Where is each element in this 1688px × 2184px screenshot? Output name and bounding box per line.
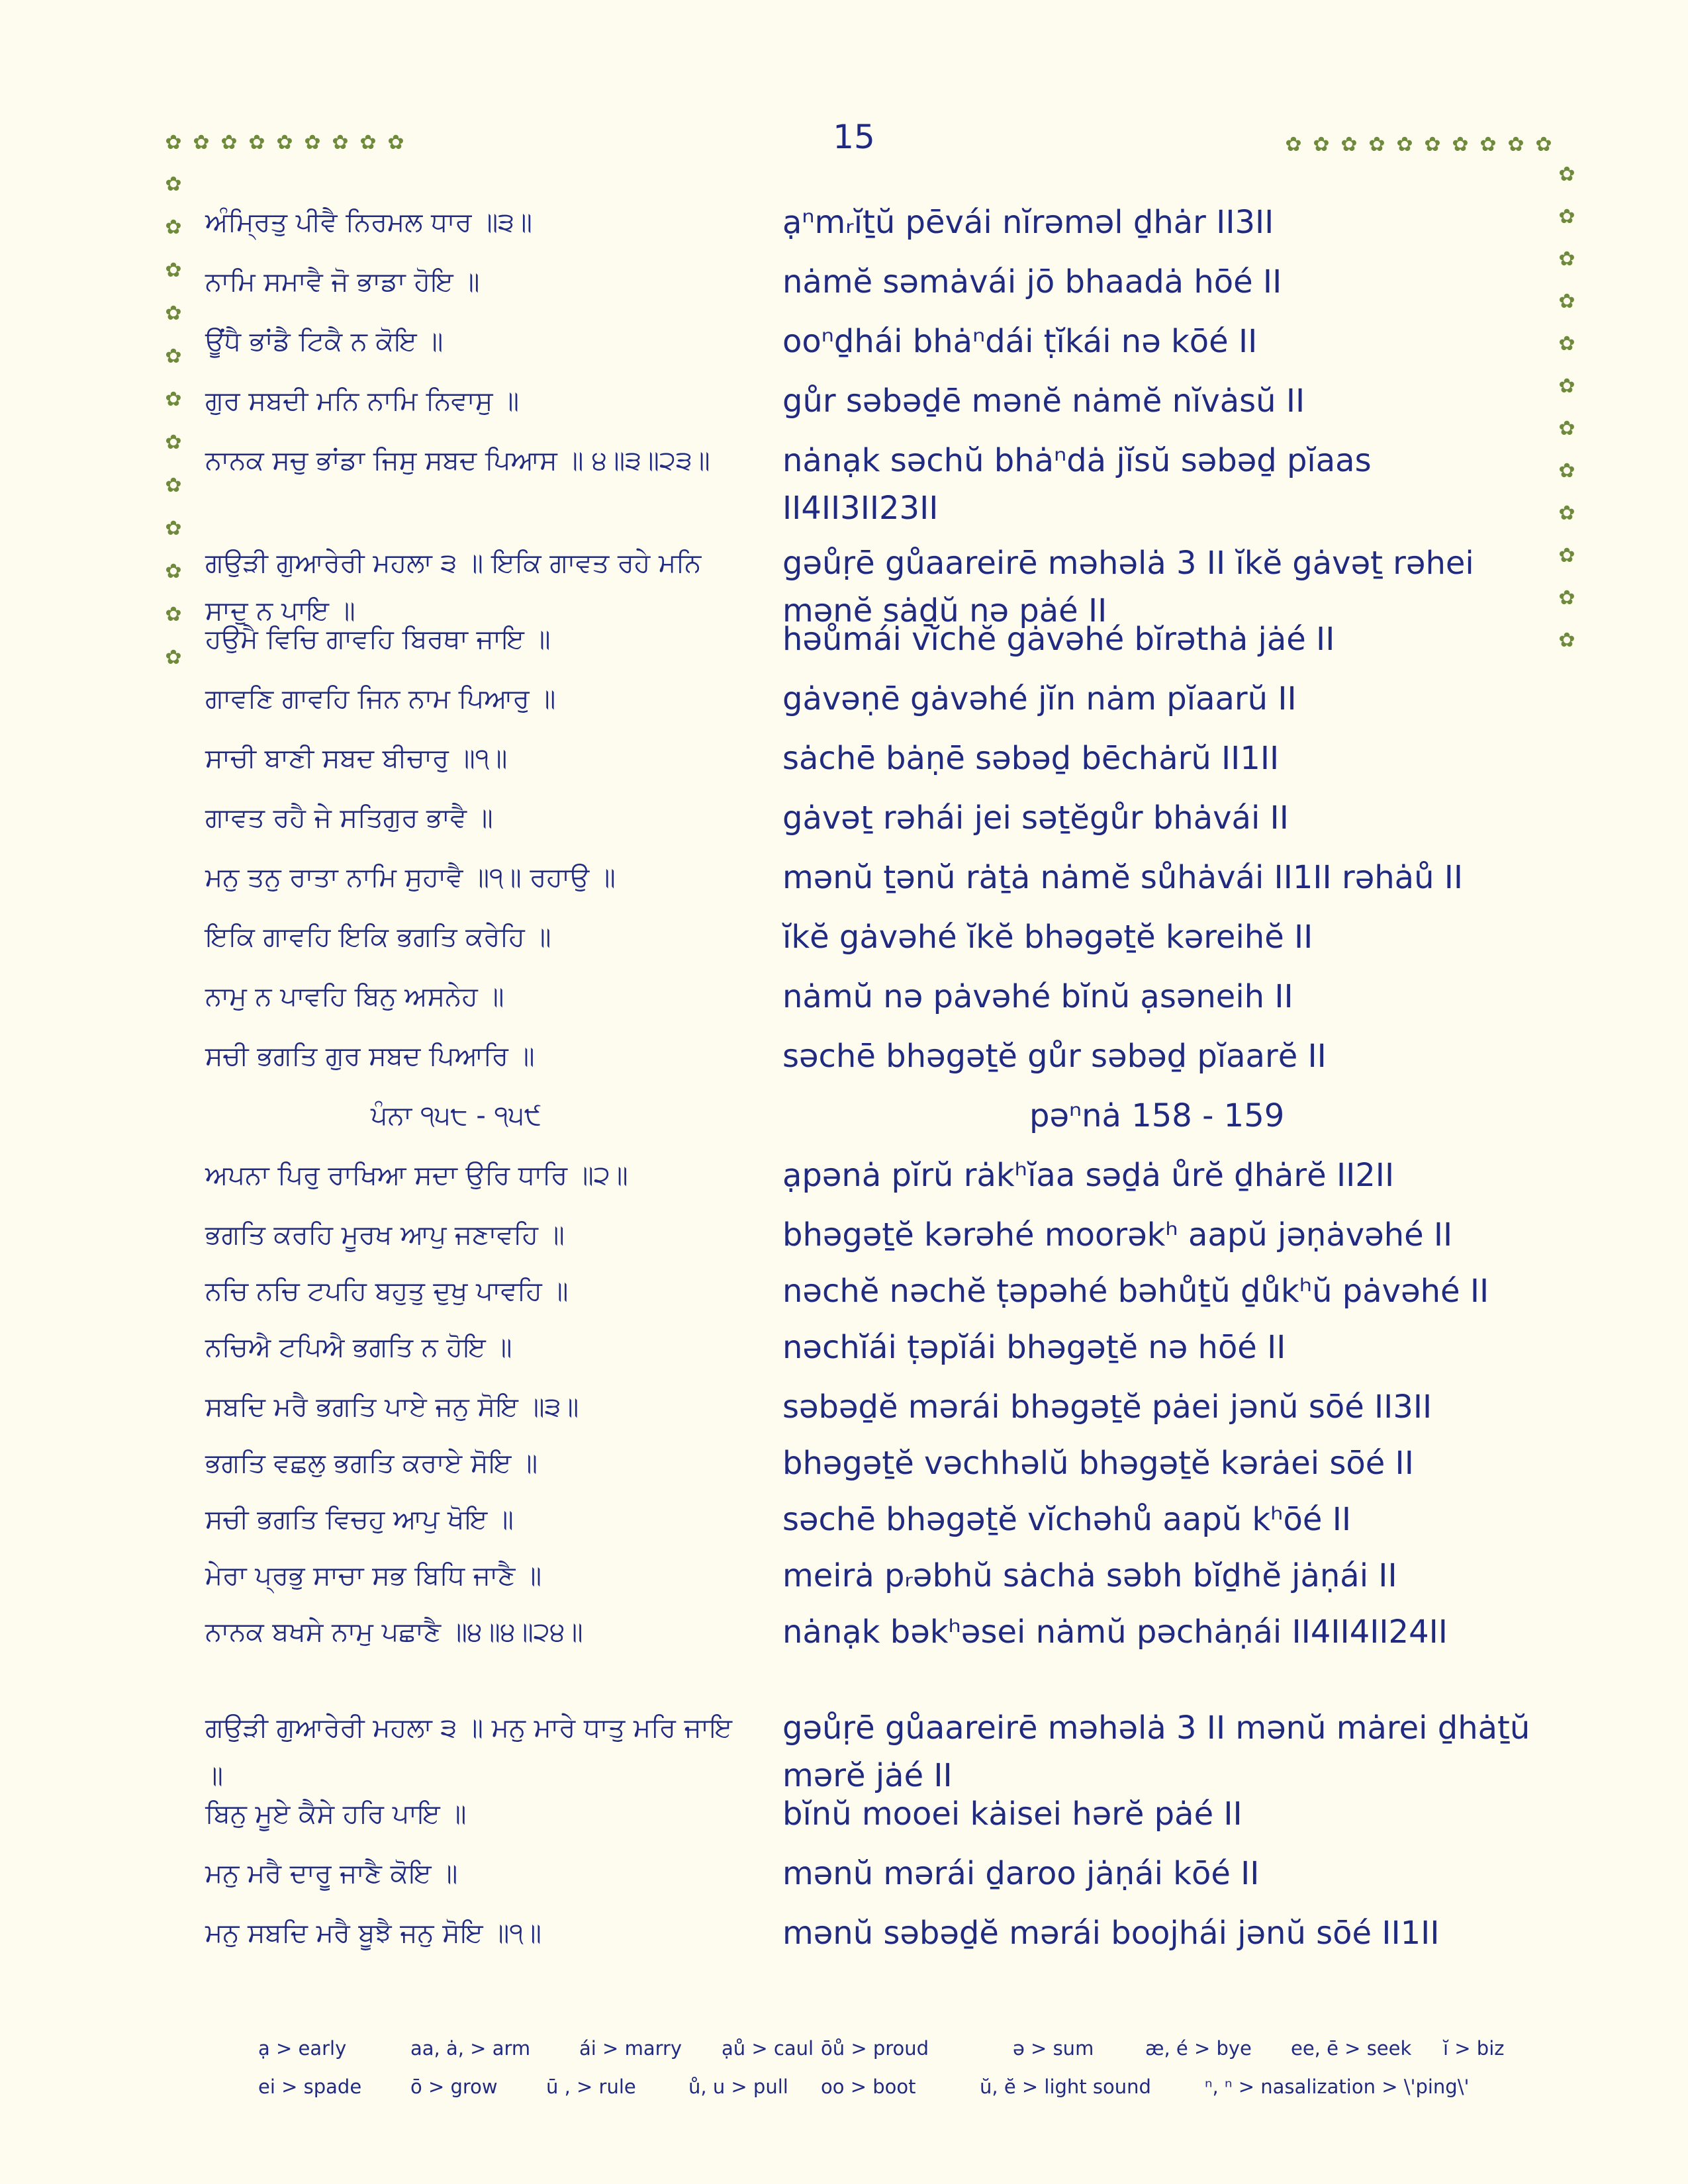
flower-ornament-icon: ✿: [1558, 629, 1575, 652]
gurmukhi-text: ਅੰਮ੍ਰਿਤੁ ਪੀਵੈ ਨਿਰਮਲ ਧਾਰ ॥੩॥: [205, 207, 533, 238]
legend-item: ō > grow: [410, 2075, 498, 2098]
gurmukhi-text: ਨਾਮੁ ਨ ਪਾਵਹਿ ਬਿਨੁ ਅਸਨੇਹ ॥: [205, 981, 504, 1012]
gurmukhi-text: ਗਾਵਤ ਰਹੈ ਜੇ ਸਤਿਗੁਰ ਭਾਵੈ ॥: [205, 803, 493, 833]
flower-ornament-icon: ✿: [248, 131, 265, 154]
flower-ornament-icon: ✿: [165, 345, 182, 368]
flower-ornament-icon: ✿: [1340, 133, 1358, 156]
legend-item: ŭ, ĕ > light sound: [980, 2075, 1151, 2098]
flower-ornament-icon: ✿: [1507, 133, 1524, 156]
legend-row: [258, 2070, 1516, 2103]
flower-ornament-icon: ✿: [165, 474, 182, 497]
transliteration-text: nəchĭái ṭəpĭái bhəgəṯĕ nə hōé II: [782, 1329, 1286, 1366]
transliteration-text: nəchĕ nəchĕ ṭəpəhé bəhůṯŭ ḏůkʰŭ pȧvəhé II: [782, 1273, 1489, 1310]
transliteration-text: gəůṛē gůaareirē məhəlȧ 3 II ĭkĕ gȧvəṯ rəhei mənĕ sȧḏŭ nə pȧé II: [782, 545, 1474, 629]
legend-row: [258, 2032, 1516, 2065]
gurmukhi-text: ਮੇਰਾ ਪ੍ਰਭੁ ਸਾਚਾ ਸਭ ਬਿਧਿ ਜਾਣੈ ॥: [205, 1561, 542, 1591]
gurmukhi-text: ਹਉਮੈ ਵਿਚਿ ਗਾਵਹਿ ਬਿਰਥਾ ਜਾਇ ॥: [205, 624, 551, 655]
legend-item: ů, u > pull: [688, 2075, 788, 2098]
legend-item: ạ > early: [258, 2037, 347, 2060]
gurmukhi-text: ਸਚੀ ਭਗਤਿ ਵਿਚਹੁ ਆਪੁ ਖੋਇ ॥: [205, 1504, 514, 1535]
legend-item: ōů > proud: [821, 2037, 929, 2060]
gurmukhi-text: ਊਂਧੈ ਭਾਂਡੈ ਟਿਕੈ ਨ ਕੋਇ ॥: [205, 326, 444, 357]
flower-ornament-icon: ✿: [165, 603, 182, 626]
transliteration-text: bĭnŭ mooei kȧisei hərĕ pȧé II: [782, 1796, 1243, 1833]
transliteration-text: səbəḏĕ mərái bhəgəṯĕ pȧei jənŭ sōé II3II: [782, 1388, 1432, 1426]
flower-ornament-icon: ✿: [1558, 502, 1575, 525]
legend-item: æ, é > bye: [1145, 2037, 1252, 2060]
transliteration-text: pəⁿnȧ 158 - 159: [1029, 1097, 1285, 1134]
flower-ornament-icon: ✿: [165, 517, 182, 540]
legend-item: oo > boot: [821, 2075, 916, 2098]
flower-ornament-icon: ✿: [1558, 163, 1575, 186]
gurmukhi-text: ਨਾਮਿ ਸਮਾਵੈ ਜੋ ਭਾਡਾ ਹੋਇ ॥: [205, 267, 480, 297]
gurmukhi-text: ਅਪਨਾ ਪਿਰੁ ਰਾਖਿਆ ਸਦਾ ਉਰਿ ਧਾਰਿ ॥੨॥: [205, 1160, 628, 1191]
legend-item: ei > spade: [258, 2075, 362, 2098]
flower-ornament-icon: ✿: [1558, 290, 1575, 313]
gurmukhi-text: ਇਕਿ ਗਾਵਹਿ ਇਕਿ ਭਗਤਿ ਕਰੇਹਿ ॥: [205, 922, 551, 952]
gurmukhi-text: ਗਉੜੀ ਗੁਆਰੇਰੀ ਮਹਲਾ ੩ ॥ ਇਕਿ ਗਾਵਤ ਰਹੇ ਮਨਿ ਸਾਦੁ ਨ ਪਾਇ ॥: [205, 548, 702, 626]
flower-ornament-icon: ✿: [220, 131, 238, 154]
legend-item: ee, ē > seek: [1291, 2037, 1412, 2060]
transliteration-text: gȧvəṇē gȧvəhé jĭn nȧm pĭaarŭ II: [782, 680, 1297, 717]
flower-ornament-icon: ✿: [304, 131, 321, 154]
transliteration-text: gȧvəṯ rəhái jei səṯĕgůr bhȧvái II: [782, 799, 1289, 837]
flower-ornament-icon: ✿: [1424, 133, 1441, 156]
legend-item: ⁿ, ⁿ > nasalization > \'ping\': [1205, 2075, 1470, 2098]
gurmukhi-text: ਨਾਨਕ ਬਖਸੇ ਨਾਮੁ ਪਛਾਣੈ ॥੪॥੪॥੨੪॥: [205, 1617, 583, 1647]
gurmukhi-text: ਗੁਰ ਸਬਦੀ ਮਨਿ ਨਾਮਿ ਨਿਵਾਸੁ ॥: [205, 386, 520, 416]
flower-ornament-icon: ✿: [165, 216, 182, 239]
gurmukhi-text: ਮਨੁ ਸਬਦਿ ਮਰੈ ਬੂਝੈ ਜਨੁ ਸੋਇ ॥੧॥: [205, 1918, 541, 1948]
flower-ornament-icon: ✿: [1285, 133, 1302, 156]
gurmukhi-text: ਸਚੀ ਭਗਤਿ ਗੁਰ ਸਬਦ ਪਿਆਰਿ ॥: [205, 1041, 535, 1071]
flower-ornament-icon: ✿: [1535, 133, 1552, 156]
flower-ornament-icon: ✿: [1452, 133, 1469, 156]
transliteration-text: bhəgəṯĕ vəchhəlŭ bhəgəṯĕ kərȧei sōé II: [782, 1445, 1414, 1482]
flower-ornament-icon: ✿: [165, 646, 182, 669]
gurmukhi-text: ਨਾਨਕ ਸਚੁ ਭਾਂਡਾ ਜਿਸੁ ਸਬਦ ਪਿਆਸ ॥ ੪॥੩॥੨੩॥: [205, 445, 710, 476]
transliteration-text: sȧchē bȧṇē səbəḏ bēchȧrŭ II1II: [782, 740, 1280, 777]
flower-ornament-icon: ✿: [1558, 375, 1575, 398]
flower-ornament-icon: ✿: [1558, 544, 1575, 567]
flower-ornament-icon: ✿: [276, 131, 293, 154]
transliteration-text: bhəgəṯĕ kərəhé moorəkʰ aapŭ jəṇȧvəhé II: [782, 1216, 1453, 1253]
transliteration-text: nȧnạk səchŭ bhȧⁿdȧ jĭsŭ səbəḏ pĭaas II4II3II23II: [782, 442, 1372, 527]
flower-ornament-icon: ✿: [165, 259, 182, 282]
gurmukhi-text: ਸਬਦਿ ਮਰੈ ਭਗਤਿ ਪਾਏ ਜਨੁ ਸੋਇ ॥੩॥: [205, 1392, 579, 1422]
flower-ornament-icon: ✿: [1558, 248, 1575, 271]
transliteration-text: meirȧ pᵣəbhŭ sȧchȧ səbh bĭḏhĕ jȧṇái II: [782, 1557, 1397, 1594]
gurmukhi-text: ਸਾਚੀ ਬਾਣੀ ਸਬਦ ਬੀਚਾਰੁ ॥੧॥: [205, 743, 508, 774]
gurmukhi-text: ਪੰਨਾ ੧੫੮ - ੧੫੯: [371, 1101, 542, 1131]
legend-item: aa, ȧ, > arm: [410, 2037, 531, 2060]
transliteration-text: mənŭ ṯənŭ rȧṯȧ nȧmĕ sůhȧvái II1II rəhȧů II: [782, 859, 1464, 896]
flower-ornament-icon: ✿: [359, 131, 377, 154]
flower-ornament-icon: ✿: [165, 560, 182, 583]
transliteration-text: ạpənȧ pĭrŭ rȧkʰĭaa səḏȧ ůrĕ ḏhȧrĕ II2II: [782, 1157, 1395, 1194]
flower-ornament-icon: ✿: [165, 388, 182, 411]
transliteration-text: nȧmĕ səmȧvái jō bhaadȧ hōé II: [782, 263, 1282, 300]
flower-ornament-icon: ✿: [165, 173, 182, 196]
flower-ornament-icon: ✿: [165, 302, 182, 325]
legend-item: ū , > rule: [546, 2075, 636, 2098]
gurmukhi-text: ਗਉੜੀ ਗੁਆਰੇਰੀ ਮਹਲਾ ੩ ॥ ਮਨੁ ਮਾਰੇ ਧਾਤੁ ਮਰਿ ਜਾਇ ॥: [205, 1713, 732, 1791]
transliteration-text: ạⁿmᵣĭṯŭ pēvái nĭrəməl ḏhȧr II3II: [782, 204, 1274, 241]
flower-ornament-icon: ✿: [1396, 133, 1413, 156]
gurmukhi-text: ਮਨੁ ਤਨੁ ਰਾਤਾ ਨਾਮਿ ਸੁਹਾਵੈ ॥੧॥ ਰਹਾਉ ॥: [205, 862, 616, 893]
transliteration-text: ooⁿḏhái bhȧⁿdái ṭĭkái nə kōé II: [782, 323, 1258, 360]
flower-ornament-icon: ✿: [387, 131, 404, 154]
flower-ornament-icon: ✿: [332, 131, 349, 154]
transliteration-text: nȧnạk bəkʰəsei nȧmŭ pəchȧṇái II4II4II24II: [782, 1614, 1448, 1651]
gurmukhi-text: ਨਚਿ ਨਚਿ ਟਪਹਿ ਬਹੁਤੁ ਦੁਖੁ ਪਾਵਹਿ ॥: [205, 1276, 569, 1306]
flower-ornament-icon: ✿: [1558, 586, 1575, 610]
flower-ornament-icon: ✿: [1558, 417, 1575, 440]
flower-ornament-icon: ✿: [165, 131, 182, 154]
gurmukhi-text: ਭਗਤਿ ਵਛਲੁ ਭਗਤਿ ਕਰਾਏ ਸੋਇ ॥: [205, 1448, 538, 1479]
legend-item: ạů > caul: [722, 2037, 814, 2060]
flower-ornament-icon: ✿: [1368, 133, 1385, 156]
flower-ornament-icon: ✿: [1558, 205, 1575, 228]
flower-ornament-icon: ✿: [1558, 332, 1575, 355]
gurmukhi-text: ਗਾਵਣਿ ਗਾਵਹਿ ਜਿਨ ਨਾਮ ਪਿਆਰੁ ॥: [205, 684, 556, 714]
legend-item: ə > sum: [1013, 2037, 1094, 2060]
gurmukhi-text: ਮਨੁ ਮਰੈ ਦਾਰੂ ਜਾਣੈ ਕੋਇ ॥: [205, 1858, 458, 1889]
transliteration-text: gəůṛē gůaareirē məhəlȧ 3 II mənŭ mȧrei ḏhȧṯŭ mərĕ jȧé II: [782, 1709, 1530, 1794]
gurmukhi-text: ਬਿਨੁ ਮੂਏ ਕੈਸੇ ਹਰਿ ਪਾਇ ॥: [205, 1799, 467, 1829]
transliteration-text: mənŭ səbəḏĕ mərái boojhái jənŭ sōé II1II: [782, 1915, 1440, 1952]
flower-ornament-icon: ✿: [1558, 459, 1575, 482]
flower-ornament-icon: ✿: [165, 431, 182, 454]
flower-ornament-icon: ✿: [1313, 133, 1330, 156]
transliteration-text: həůmái vĭchĕ gȧvəhé bĭrəthȧ jȧé II: [782, 621, 1335, 658]
gurmukhi-text: ਨਚਿਐ ਟਪਿਐ ਭਗਤਿ ਨ ਹੋਇ ॥: [205, 1332, 512, 1363]
gurmukhi-text: ਭਗਤਿ ਕਰਹਿ ਮੂਰਖ ਆਪੁ ਜਣਾਵਹਿ ॥: [205, 1220, 565, 1250]
legend-item: ái > marry: [579, 2037, 682, 2060]
transliteration-text: nȧmŭ nə pȧvəhé bĭnŭ ạsəneih II: [782, 978, 1293, 1015]
flower-ornament-icon: ✿: [1479, 133, 1497, 156]
page-number: 15: [833, 118, 875, 156]
transliteration-text: səchē bhəgəṯĕ gůr səbəḏ pĭaarĕ II: [782, 1038, 1327, 1075]
transliteration-text: gůr səbəḏē mənĕ nȧmĕ nĭvȧsŭ II: [782, 383, 1305, 420]
transliteration-text: səchē bhəgəṯĕ vĭchəhů aapŭ kʰōé II: [782, 1501, 1352, 1538]
flower-ornament-icon: ✿: [193, 131, 210, 154]
transliteration-text: mənŭ mərái ḏaroo jȧṇái kōé II: [782, 1855, 1260, 1892]
transliteration-text: ĭkĕ gȧvəhé ĭkĕ bhəgəṯĕ kəreihĕ II: [782, 919, 1313, 956]
legend-item: ĭ > biz: [1443, 2037, 1505, 2060]
